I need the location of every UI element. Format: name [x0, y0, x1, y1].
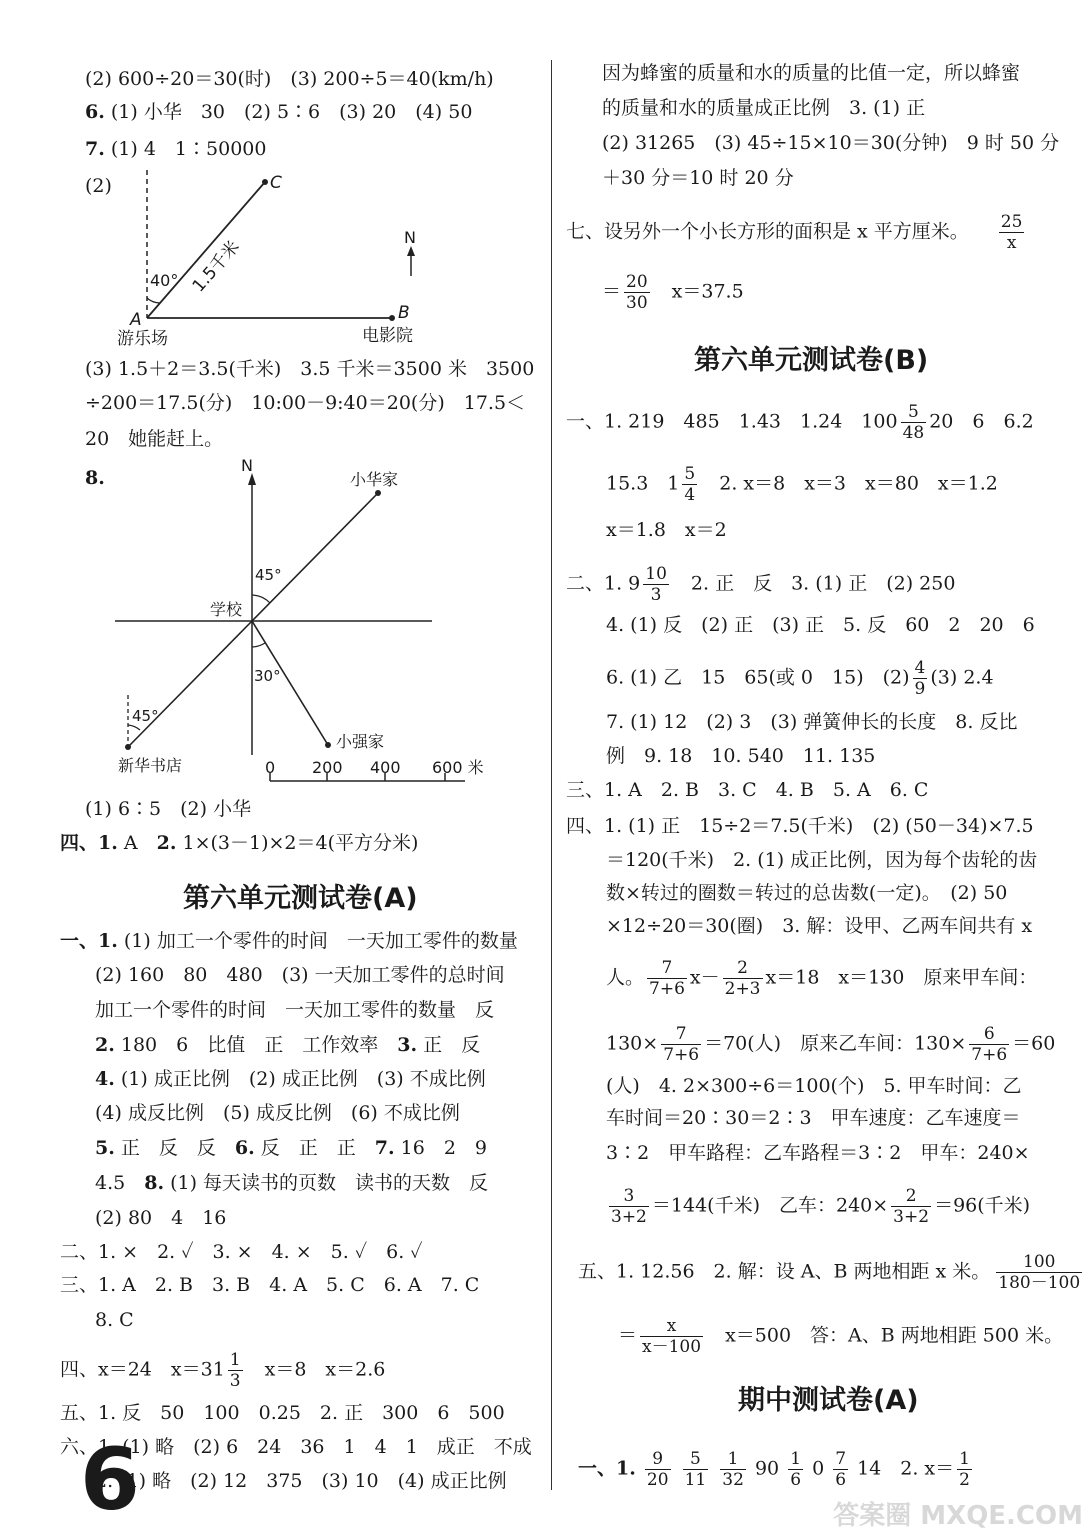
point-b-label: B: [398, 303, 410, 323]
answer-line: 数×转过的圈数＝转过的总齿数(一定)。 (2) 50: [606, 882, 1008, 904]
answer-line: 7. (1) 12 (2) 3 (3) 弹簧伸长的长度 8. 反比: [606, 711, 1018, 733]
question-number: 8.: [85, 467, 105, 489]
answer-line: 20 她能赶上。: [85, 428, 224, 450]
answer-line: 6. (1) 乙 15 65(或 0 15) (2) $\frac{4}{9}$ (3) 2.4: [606, 658, 994, 699]
section-title: 期中测试卷(A): [738, 1385, 919, 1416]
answer-line: 加工一个零件的时间 一天加工零件的数量 反: [95, 999, 495, 1021]
answer-line: 一、1. (1) 加工一个零件的时间 一天加工零件的数量: [60, 930, 518, 952]
answer-line: 四、1. A 2. 1×(3－1)×2＝4(平方分米): [60, 832, 419, 854]
angle-label: 45°: [132, 707, 159, 725]
answer-line: 因为蜂蜜的质量和水的质量的比值一定，所以蜂蜜: [602, 62, 1021, 84]
answer-line: 4. (1) 反 (2) 正 (3) 正 5. 反 60 2 20 6: [606, 614, 1035, 636]
answer-line: 车时间＝20∶30＝2∶3 甲车速度：乙车速度＝: [606, 1107, 1021, 1129]
answer-line: (2) 31265 (3) 45÷15×10＝30(分钟) 9 时 50 分: [602, 132, 1060, 154]
answer-line: 4.5 8. (1) 每天读书的页数 读书的天数 反: [95, 1172, 489, 1194]
answer-line: ＋30 分＝10 时 20 分: [602, 167, 794, 189]
direction-diagram-school: [110, 455, 500, 785]
scale-tick: 400: [370, 758, 401, 777]
answer-line: (4) 成反比例 (5) 成反比例 (6) 不成比例: [95, 1102, 460, 1124]
answer-line: 七、设另外一个小长方形的面积是 x 平方厘米。 $\frac{25}{x}$: [566, 212, 1023, 253]
answer-line: 一、1. 219 485 1.43 1.24 100 $\frac{5}{48}$ 20 6 6.2: [566, 402, 1034, 443]
answer-line: (2) 80 4 16: [95, 1207, 227, 1229]
answer-line: (3) 1.5＋2＝3.5(千米) 3.5 千米＝3500 米 3500: [85, 358, 535, 380]
point-a-label: A: [130, 310, 142, 330]
answer-line: 7. (1) 4 1∶50000: [85, 138, 267, 160]
answer-line: 六、1. (1) 略 (2) 6 24 36 1 4 1 成正 不成: [60, 1436, 532, 1458]
answer-line: 二、1. × 2. ✓ 3. × 4. × 5. ✓ 6. ✓: [60, 1241, 423, 1263]
direction-diagram-park: [100, 168, 440, 358]
answer-line: 4. (1) 成正比例 (2) 成正比例 (3) 不成比例: [95, 1068, 486, 1090]
answer-line: 6. (1) 小华 30 (2) 5∶6 (3) 20 (4) 50: [85, 101, 473, 123]
answer-line: 三、1. A 2. B 3. B 4. A 5. C 6. A 7. C: [60, 1274, 480, 1296]
answer-line: 一、1. $\frac{9}{20}$ $\frac{5}{11}$ $\frac{1}{32}$ 90 $\frac{1}{6}$ 0 $\frac{7}{6}$ 14 2. x＝ $\frac{1}{2}$: [578, 1449, 970, 1490]
answer-line: (2): [85, 175, 112, 197]
answer-line: (2) 600÷20＝30(时) (3) 200÷5＝40(km/h): [85, 68, 494, 90]
angle-label: 40°: [150, 271, 179, 290]
column-divider: [551, 60, 552, 1490]
xiaoqiang-home-label: 小强家: [336, 732, 385, 751]
section-title: 第六单元测试卷(B): [694, 345, 929, 376]
north-label: N: [404, 228, 416, 247]
answer-line: ×12÷20＝30(圈) 3. 解：设甲、乙两车间共有 x: [606, 915, 1033, 937]
answer-line: 2. (1) 略 (2) 12 375 (3) 10 (4) 成正比例: [95, 1470, 507, 1492]
answer-line: 五、1. 反 50 100 0.25 2. 正 300 6 500: [60, 1402, 505, 1424]
answer-line: 人。 $\frac{7}{7+6}$ x－ $\frac{2}{2+3}$ x＝18 x＝130 原来甲车间：: [606, 958, 1038, 999]
school-label: 学校: [210, 600, 243, 619]
angle-label: 45°: [255, 566, 282, 584]
answer-line: 三、1. A 2. B 3. C 4. B 5. A 6. C: [566, 779, 929, 801]
answer-line: $\frac{3}{3+2}$ ＝144(千米) 乙车：240× $\frac{2}{3+2}$ ＝96(千米): [611, 1186, 1031, 1227]
distance-label: 1.5千米: [188, 237, 244, 297]
answer-line: 15.3 1 $\frac{5}{4}$ 2. x＝8 x＝3 x＝80 x＝1.2: [606, 464, 998, 505]
xiaohua-home-label: 小华家: [350, 470, 399, 489]
page-number: 6: [80, 1430, 140, 1530]
answer-line: 的质量和水的质量成正比例 3. (1) 正: [602, 97, 926, 119]
answer-line: ÷200＝17.5(分) 10:00－9:40＝20(分) 17.5＜: [85, 392, 526, 414]
answer-line: ＝ $\frac{x}{x-100}$ x＝500 答：A、B 两地相距 500 米。: [618, 1316, 1064, 1357]
answer-line: ＝120(千米) 2. (1) 成正比例，因为每个齿轮的齿: [606, 849, 1038, 871]
answer-line: ＝ $\frac{20}{30}$ x＝37.5: [602, 272, 744, 313]
answer-line: 四、x＝24 x＝31 $\frac{1}{3}$ x＝8 x＝2.6: [60, 1350, 386, 1391]
answer-line: 例 9. 18 10. 540 11. 135: [606, 745, 876, 767]
north-label: N: [241, 456, 253, 475]
answer-line: 5. 正 反 反 6. 反 正 正 7. 16 2 9: [95, 1137, 488, 1159]
answer-line: 二、1. 9 $\frac{10}{3}$ 2. 正 反 3. (1) 正 (2) 250: [566, 564, 956, 605]
answer-line: 3∶2 甲车路程：乙车路程＝3∶2 甲车：240×: [606, 1142, 1030, 1164]
answer-line: 8. C: [95, 1309, 134, 1331]
answer-line: (1) 6∶5 (2) 小华: [85, 798, 252, 820]
section-title: 第六单元测试卷(A): [183, 883, 418, 914]
scale-tick: 200: [312, 758, 343, 777]
bookstore-label: 新华书店: [118, 756, 183, 775]
answer-line: 四、1. (1) 正 15÷2＝7.5(千米) (2) (50－34)×7.5: [566, 815, 1034, 837]
answer-line: 五、1. 12.56 2. 解：设 A、B 两地相距 x 米。 $\frac{100}{180-100}$: [578, 1252, 1081, 1293]
answer-line: 130× $\frac{7}{7+6}$ ＝70(人) 原来乙车间：130× $\frac{6}{7+6}$ ＝60: [606, 1024, 1056, 1065]
place-a-name: 游乐场: [117, 329, 168, 349]
watermark: 答案圈 MXQE.COM: [833, 1501, 1083, 1531]
answer-line: x＝1.8 x＝2: [606, 519, 727, 541]
answer-line: (人) 4. 2×300÷6＝100(个) 5. 甲车时间：乙: [606, 1075, 1022, 1097]
scale-tick: 600 米: [432, 758, 484, 777]
angle-label: 30°: [254, 667, 281, 685]
place-b-name: 电影院: [362, 326, 413, 346]
point-c-label: C: [270, 173, 282, 193]
answer-line: (2) 160 80 480 (3) 一天加工零件的总时间: [95, 964, 505, 986]
answer-line: 2. 180 6 比值 正 工作效率 3. 正 反: [95, 1034, 481, 1056]
scale-tick: 0: [265, 758, 276, 777]
north-arrow-icon: [407, 246, 415, 256]
